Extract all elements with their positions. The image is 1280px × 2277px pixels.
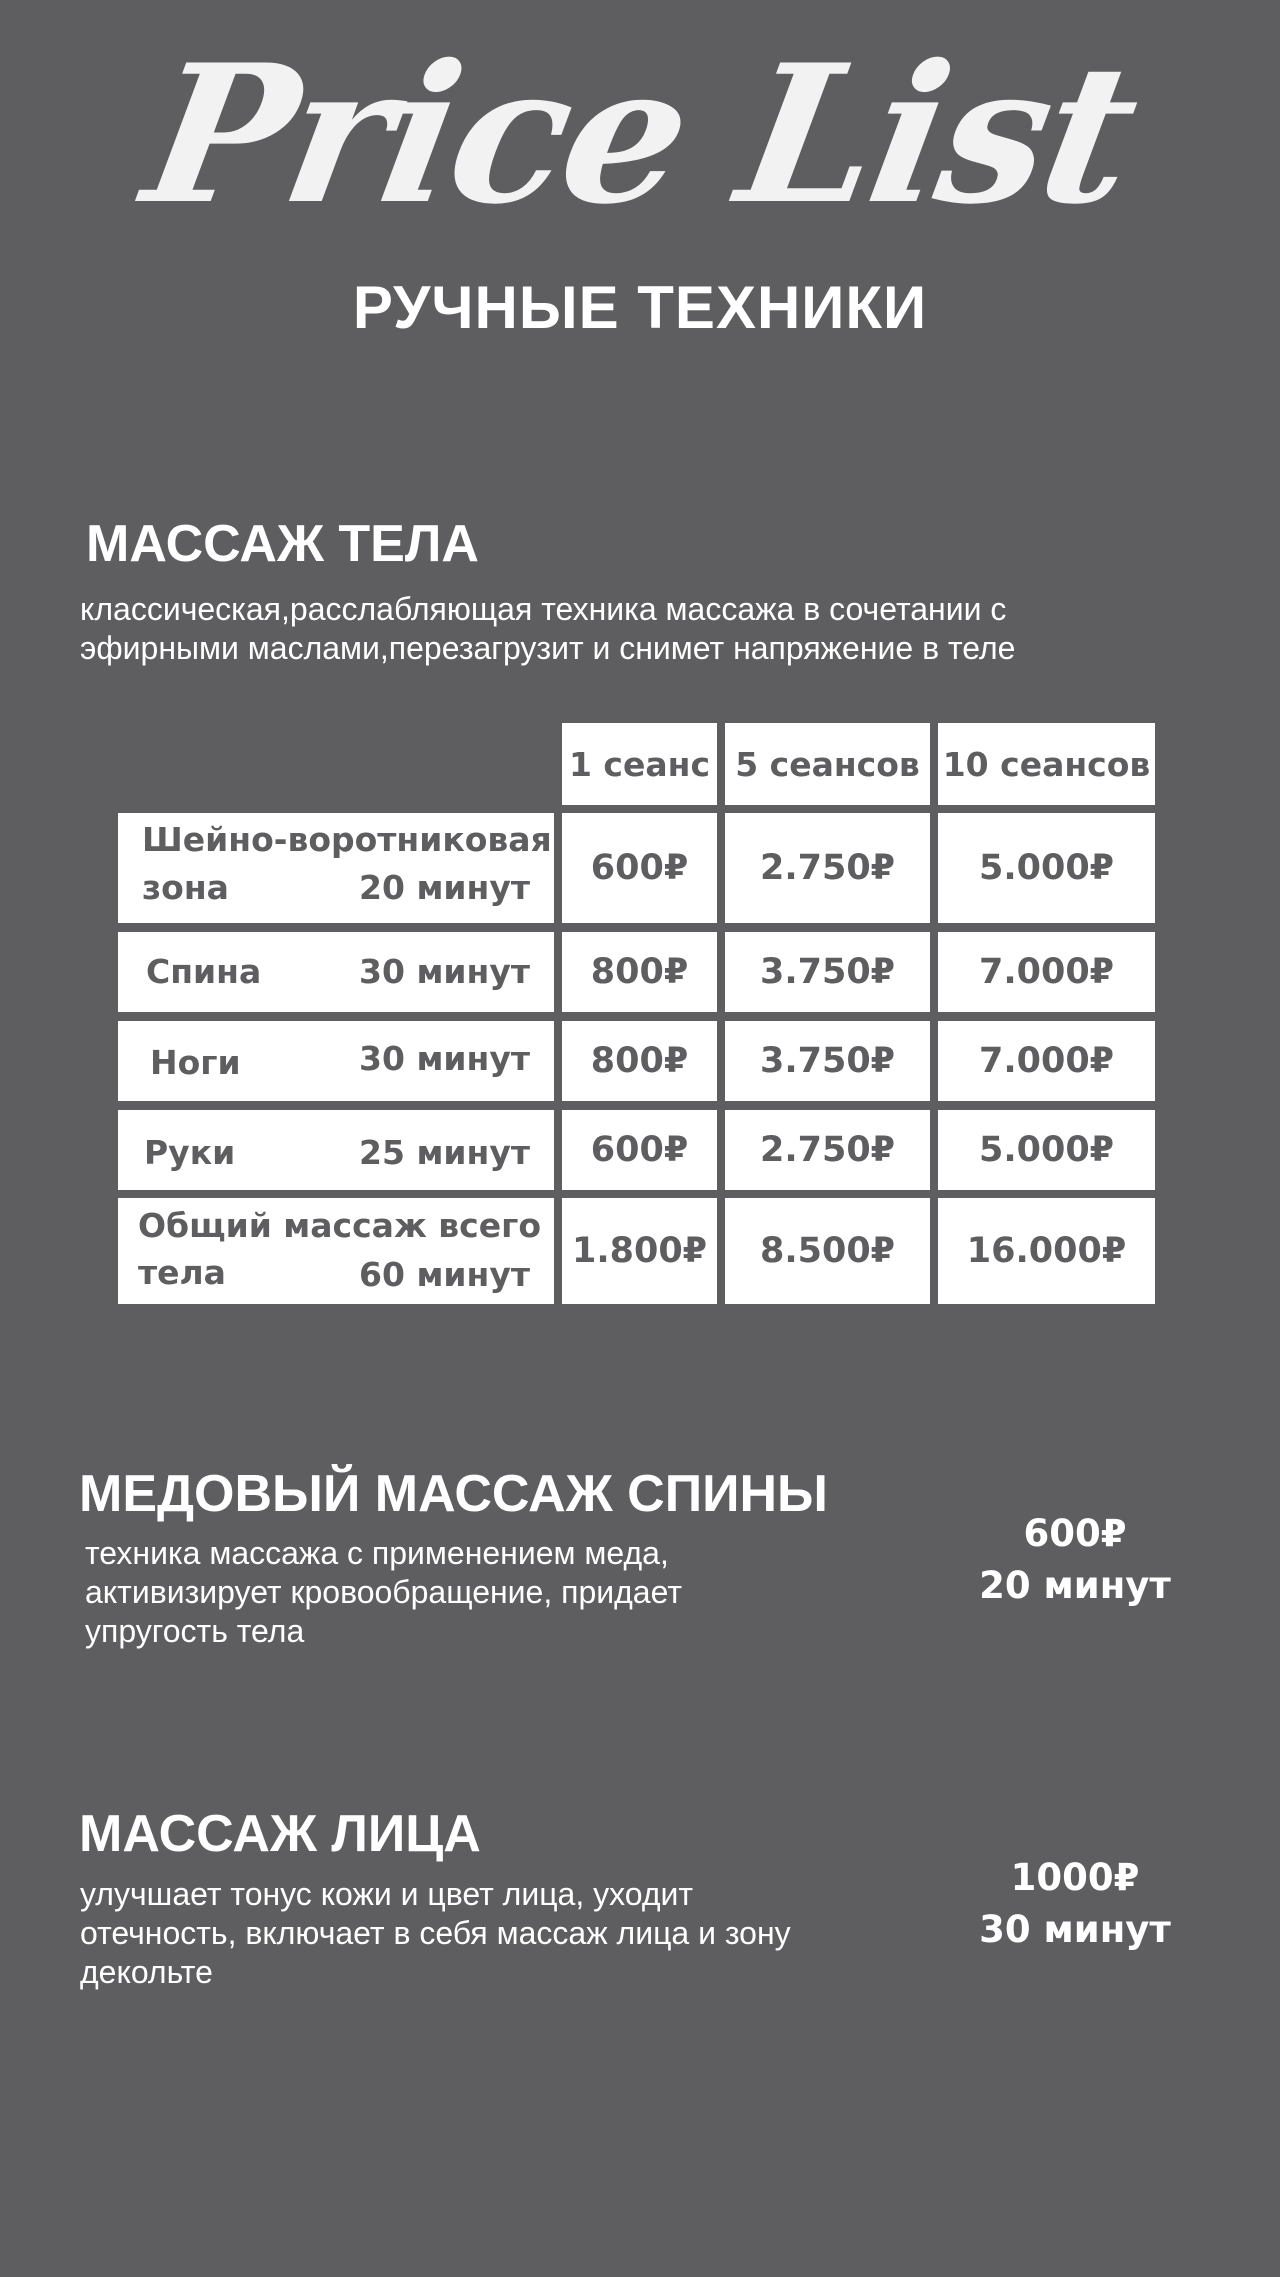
- page-subtitle: РУЧНЫЕ ТЕХНИКИ: [352, 274, 928, 341]
- price-cell: 7.000₽: [938, 1021, 1155, 1101]
- table-row-label: [118, 1110, 554, 1190]
- table-row-label: [118, 813, 554, 923]
- price-cell: 1.800₽: [562, 1198, 717, 1304]
- service-duration: 25 минут: [359, 1133, 530, 1172]
- honey-massage-title: МЕДОВЫЙ МАССАЖ СПИНЫ: [79, 1465, 828, 1523]
- price-list-logo: [0, 20, 1280, 270]
- price-cell: 16.000₽: [938, 1198, 1155, 1304]
- service-name-continued: зона: [142, 868, 229, 907]
- face-massage-description: улучшает тонус кожи и цвет лица, уходит отечность, включает в себя массаж лица и зону декольте: [80, 1876, 791, 1990]
- table-row-label: [118, 1021, 554, 1101]
- service-duration: 60 минут: [359, 1255, 530, 1294]
- price-cell: 800₽: [562, 1021, 717, 1101]
- price-cell: 3.750₽: [725, 932, 930, 1012]
- face-massage-duration: 30 минут: [979, 1908, 1171, 1951]
- logo-text: Price List: [131, 23, 1149, 246]
- service-duration: 30 минут: [359, 952, 530, 991]
- service-name: Ноги: [150, 1043, 241, 1082]
- body-massage-title: МАССАЖ ТЕЛА: [86, 515, 479, 573]
- service-name: Общий массаж всего: [138, 1206, 542, 1245]
- table-row-label: [118, 1198, 554, 1304]
- service-name: Руки: [144, 1133, 236, 1172]
- price-cell: 7.000₽: [938, 932, 1155, 1012]
- price-cell: 2.750₽: [725, 1110, 930, 1190]
- honey-massage-price: 600₽: [1023, 1512, 1127, 1555]
- honey-massage-duration: 20 минут: [979, 1564, 1171, 1607]
- column-header-5-sessions: 5 сеансов: [725, 723, 930, 805]
- price-cell: 800₽: [562, 932, 717, 1012]
- price-cell: 2.750₽: [725, 813, 930, 923]
- price-cell: 5.000₽: [938, 813, 1155, 923]
- price-cell: 3.750₽: [725, 1021, 930, 1101]
- price-cell: 5.000₽: [938, 1110, 1155, 1190]
- column-header-1-session: 1 сеанс: [562, 723, 717, 805]
- face-massage-price-block: [945, 1852, 1205, 1956]
- service-name: Шейно-воротниковая: [142, 820, 552, 859]
- price-cell: 600₽: [562, 813, 717, 923]
- face-massage-title: МАССАЖ ЛИЦА: [79, 1805, 481, 1863]
- service-name-continued: тела: [138, 1253, 226, 1292]
- service-duration: 30 минут: [359, 1039, 530, 1078]
- service-duration: 20 минут: [359, 868, 530, 907]
- column-header-10-sessions: 10 сеансов: [938, 723, 1155, 805]
- price-cell: 600₽: [562, 1110, 717, 1190]
- face-massage-price: 1000₽: [1010, 1856, 1140, 1899]
- body-massage-description: классическая,расслабляющая техника массажа в сочетании с эфирными маслами,перезагрузит и снимет напряжение в теле: [80, 591, 1016, 666]
- service-name: Спина: [146, 952, 262, 991]
- table-row-label: [118, 932, 554, 1012]
- price-cell: 8.500₽: [725, 1198, 930, 1304]
- honey-massage-description: техника массажа с применением меда, активизирует кровообращение, придает упругость тела: [85, 1535, 682, 1649]
- honey-massage-price-block: [945, 1508, 1205, 1612]
